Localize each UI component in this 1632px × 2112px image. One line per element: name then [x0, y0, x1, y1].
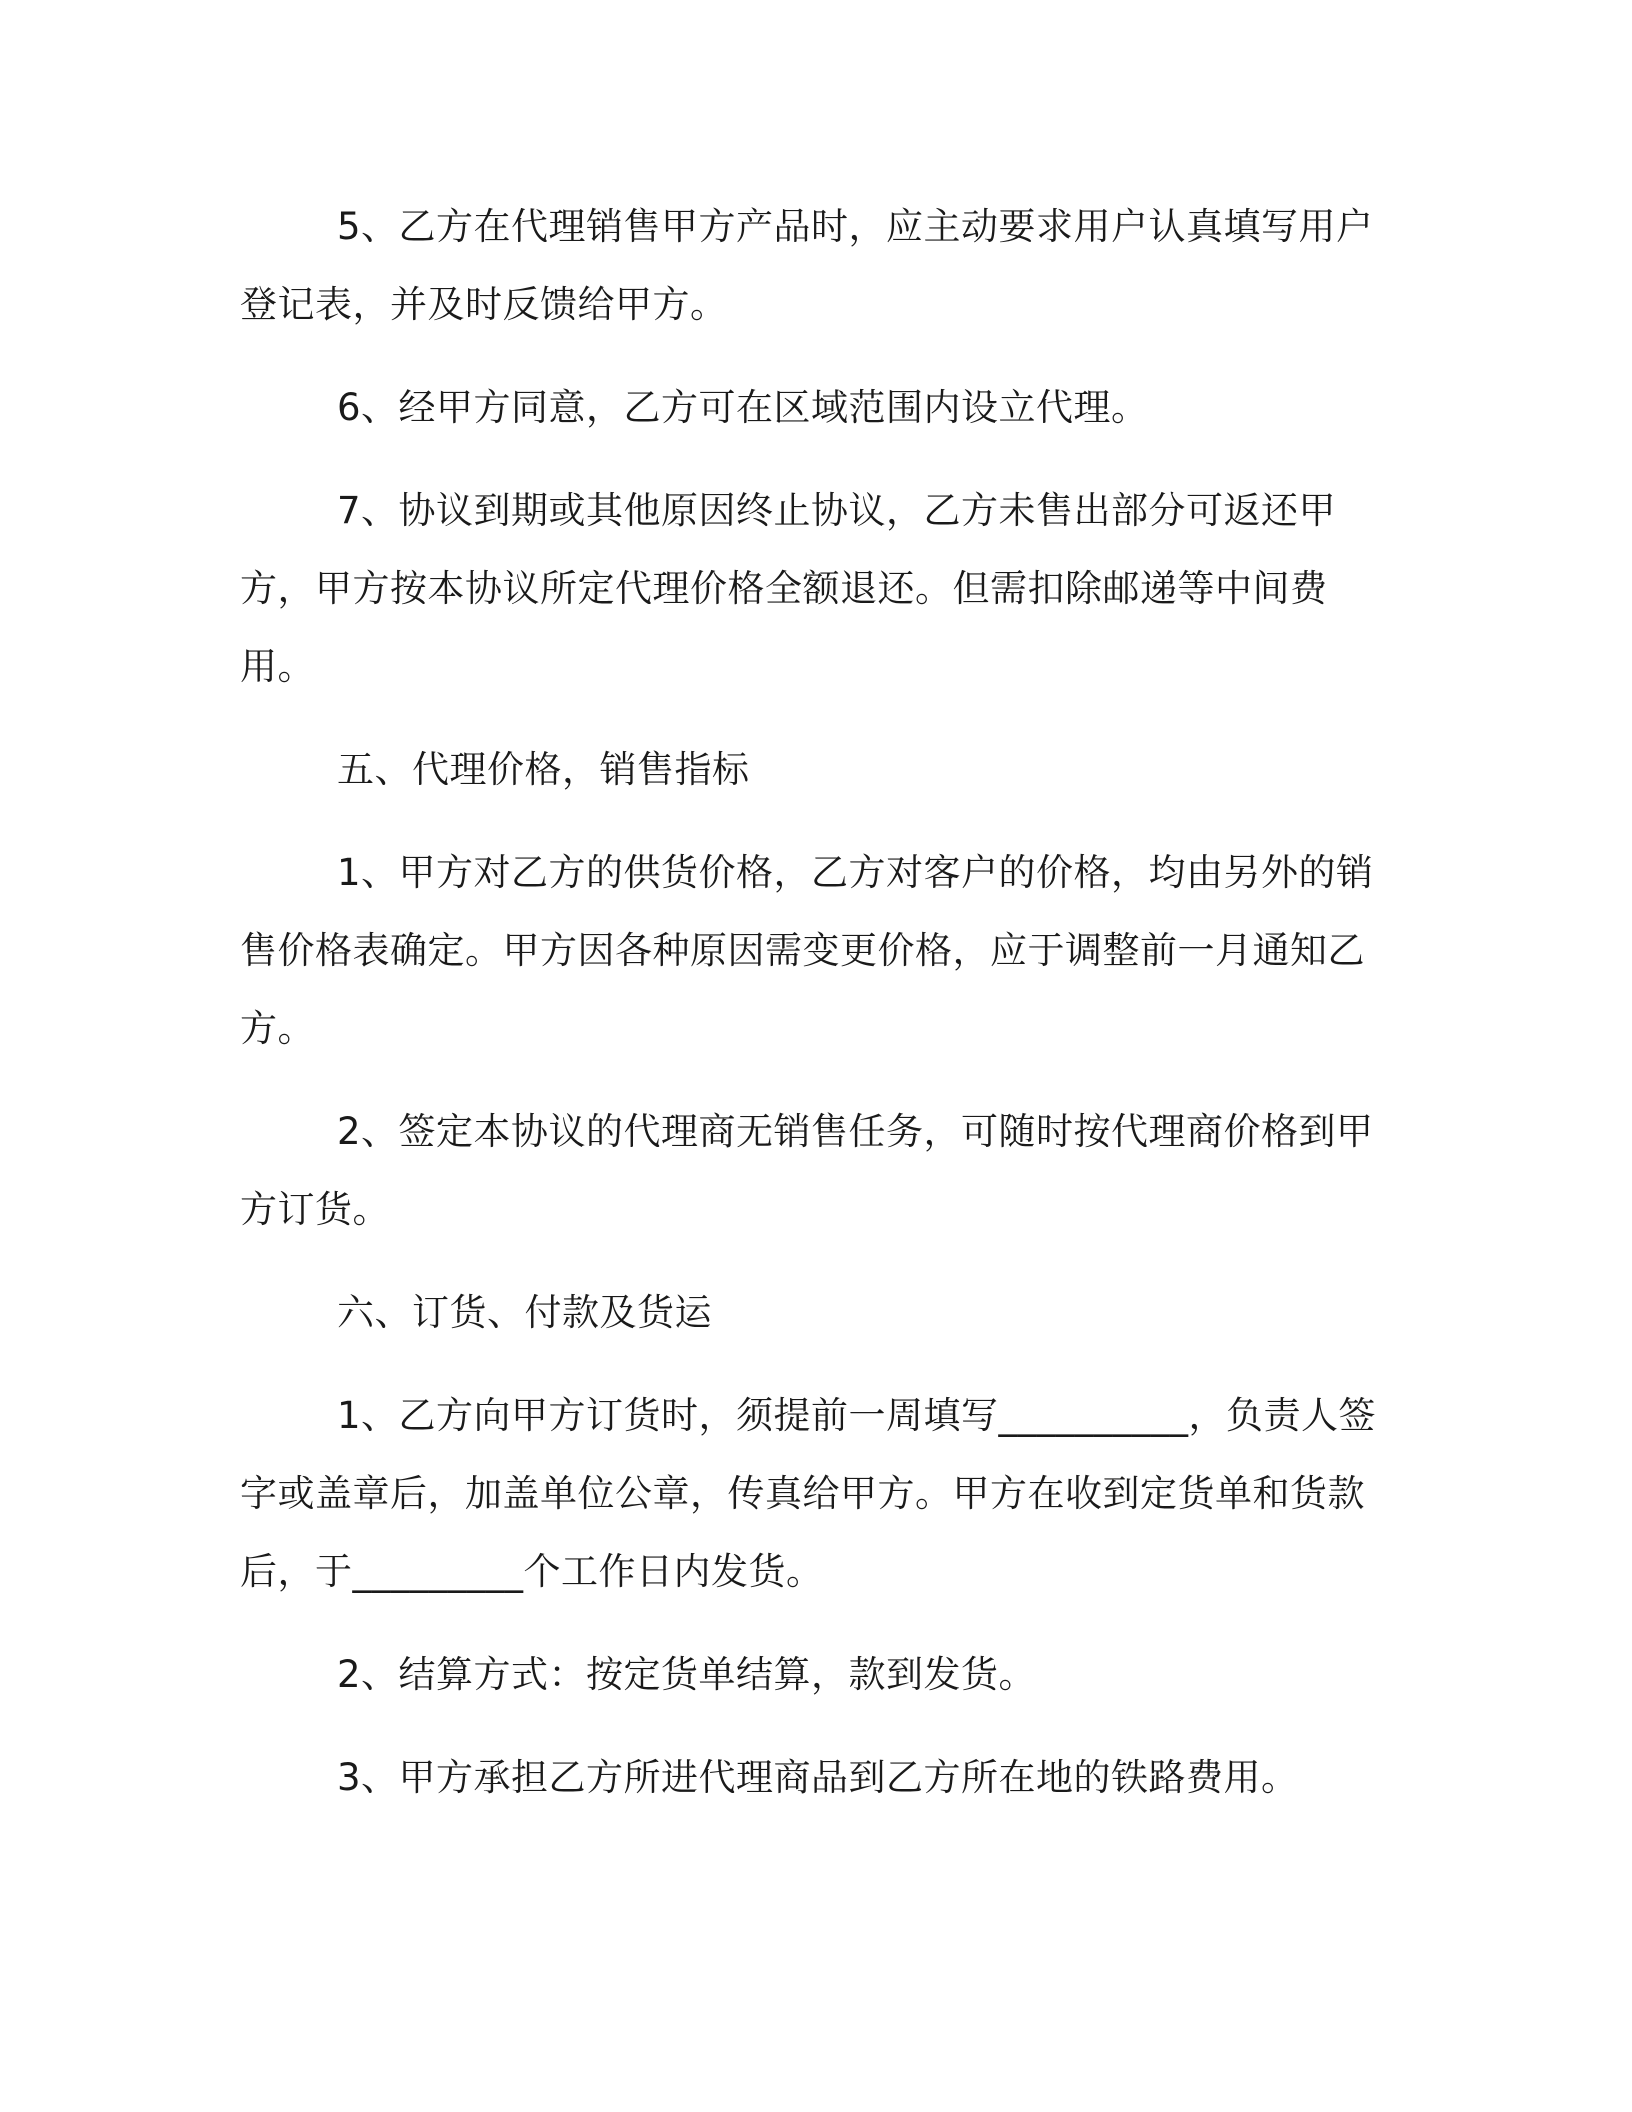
clause-4-6: 6、经甲方同意，乙方可在区域范围内设立代理。 — [337, 386, 1149, 429]
document-body — [240, 188, 1385, 1842]
clause-6-2: 2、结算方式：按定货单结算，款到发货。 — [337, 1653, 1037, 1696]
clause-6-1: 1、乙方向甲方订货时，须提前一周填写__________，负责人签字或盖章后，加盖单位公章，传真给甲方。甲方在收到定货单和货款后，于_________个工作日内发货。 — [240, 1394, 1377, 1593]
clause-4-5: 5、乙方在代理销售甲方产品时，应主动要求用户认真填写用户登记表，并及时反馈给甲方。 — [240, 205, 1374, 326]
clause-6-3: 3、甲方承担乙方所进代理商品到乙方所在地的铁路费用。 — [337, 1756, 1299, 1799]
clause-5-1: 1、甲方对乙方的供货价格，乙方对客户的价格，均由另外的销售价格表确定。甲方因各种原因需变更价格，应于调整前一月通知乙方。 — [240, 851, 1374, 1050]
section-heading-5: 五、代理价格，销售指标 — [337, 748, 750, 791]
clause-4-7: 7、协议到期或其他原因终止协议，乙方未售出部分可返还甲方，甲方按本协议所定代理价格全额退还。但需扣除邮递等中间费用。 — [240, 489, 1337, 688]
clause-5-2: 2、签定本协议的代理商无销售任务，可随时按代理商价格到甲方订货。 — [240, 1110, 1374, 1231]
section-heading-6: 六、订货、付款及货运 — [337, 1291, 712, 1334]
